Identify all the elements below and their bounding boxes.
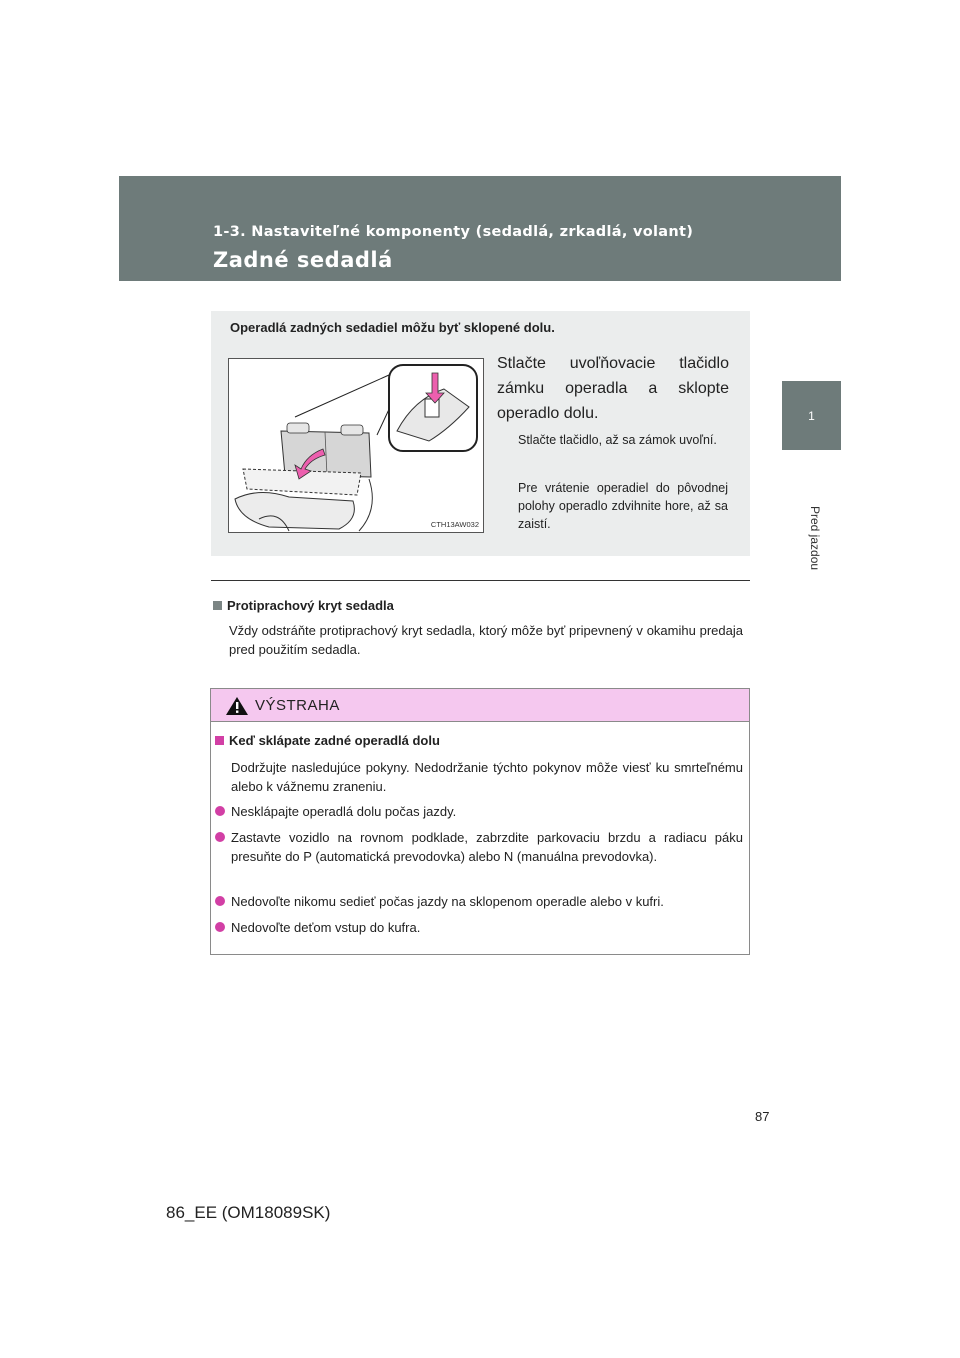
bullet-dot-icon	[215, 922, 225, 932]
warning-intro: Dodržujte nasledujúce pokyny. Nedodržanie týchto pokynov môže viesť ku smrteľnému alebo k vážnemu zraneniu.	[231, 760, 743, 794]
step-detail-return: Pre vrátenie operadiel do pôvodnej polohy operadlo zdvihnite hore, až sa zaistí.	[518, 481, 728, 531]
document-code: 86_EE (OM18089SK)	[166, 1203, 331, 1222]
rear-seat-illustration	[228, 358, 484, 533]
section-label: 1-3. Nastaviteľné komponenty (sedadlá, zrkadlá, volant)	[213, 224, 694, 240]
page-number: 87	[755, 1109, 770, 1124]
warning-bullet: Nesklápajte operadlá dolu počas jazdy.	[215, 802, 743, 821]
intro-heading: Operadlá zadných sedadiel môžu byť sklopené dolu.	[230, 320, 555, 335]
warning-subheading	[215, 733, 440, 748]
chapter-label: Pred jazdou	[808, 506, 822, 571]
bullet-dot-icon	[215, 896, 225, 906]
warning-bullet: Nedovoľte nikomu sedieť počas jazdy na sklopenom operadle alebo v kufri.	[215, 892, 743, 911]
step-detail-release: Stlačte tlačidlo, až sa zámok uvoľní.	[518, 433, 717, 447]
warning-box	[210, 688, 750, 955]
figure-code: CTH13AW032	[430, 520, 479, 529]
note-heading	[213, 598, 394, 613]
warning-bullet: Nedovoľte deťom vstup do kufra.	[215, 918, 743, 937]
intro-box	[211, 311, 750, 556]
section-divider	[211, 580, 750, 581]
chapter-number: 1	[808, 409, 815, 423]
note-heading-text: Protiprachový kryt sedadla	[227, 598, 394, 613]
warning-bullet: Zastavte vozidlo na rovnom podklade, zabrzdite parkovaciu brzdu a radiacu páku presuňte do P (automatická prevodovka) alebo N (manuálna prevodovka).	[215, 828, 743, 866]
warning-subheading-text: Keď sklápate zadné operadlá dolu	[229, 733, 440, 748]
square-bullet-icon	[213, 601, 222, 610]
seat-fold-drawing	[229, 359, 483, 532]
page-title: Zadné sedadlá	[213, 248, 393, 272]
warning-header	[211, 689, 749, 722]
square-bullet-icon	[215, 736, 224, 745]
chapter-tab[interactable]	[782, 381, 841, 450]
bullet-dot-icon	[215, 806, 225, 816]
page-header	[119, 176, 841, 281]
step-instruction: Stlačte uvoľňovacie tlačidlo zámku operadla a sklopte operadlo dolu.	[497, 355, 729, 422]
bullet-dot-icon	[215, 832, 225, 842]
warning-triangle-icon	[226, 697, 248, 715]
note-body: Vždy odstráňte protiprachový kryt sedadla, ktorý môže byť pripevnený v okamihu predaja pred použitím sedadla.	[229, 623, 743, 657]
warning-title: VÝSTRAHA	[255, 697, 340, 714]
